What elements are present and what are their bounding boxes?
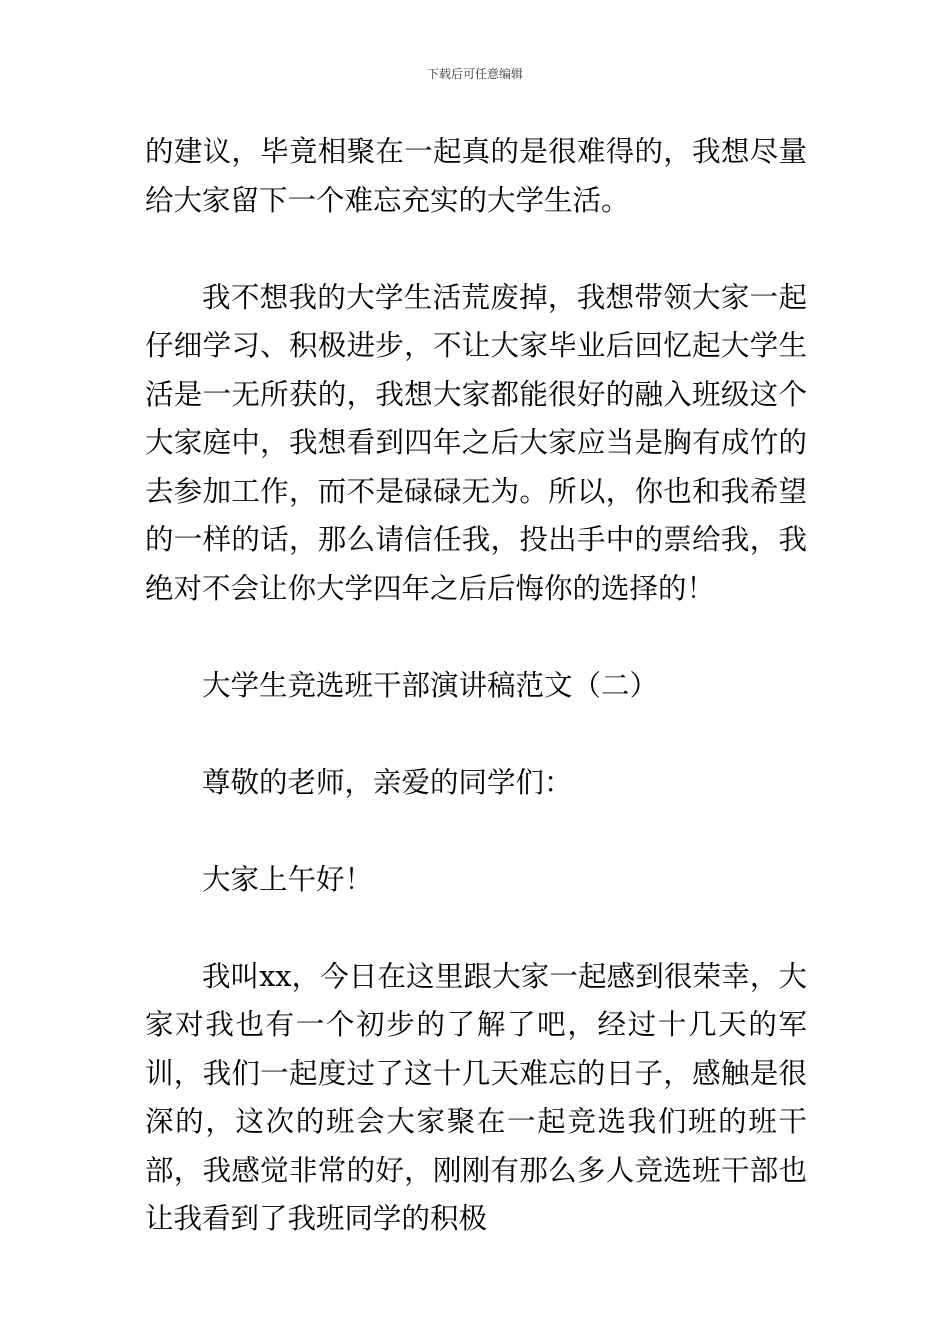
paragraph-spacer: [145, 613, 807, 662]
paragraph-continuation: 的建议，毕竟相聚在一起真的是很难得的，我想尽量给大家留下一个难忘充实的大学生活。: [145, 135, 807, 217]
document-body: [145, 128, 807, 1244]
paragraph-introduction: 我叫xx，今日在这里跟大家一起感到很荣幸，大家对我也有一个初步的了解了吧，经过十几天的军训，我们一起度过了这十几天难忘的日子，感触是很深的，这次的班会大家聚在一起竞选我们班的班干部，我感觉非常的好，刚刚有那么多人竞选班干部也让我看到了我班同学的积极: [145, 959, 807, 1235]
greeting: 大家上午好！: [202, 862, 374, 896]
paragraph-spacer: [145, 710, 807, 759]
paragraph-closing-appeal: 我不想我的大学生活荒废掉，我想带领大家一起仔细学习、积极进步，不让大家毕业后回忆起大学生活是一无所获的，我想大家都能很好的融入班级这个大家庭中，我想看到四年之后大家应当是胸有成竹的去参加工作，而不是碌碌无为。所以，你也和我希望的一样的话，那么请信任我，投出手中的票给我，我绝对不会让你大学四年之后后悔你的选择的！: [145, 280, 807, 605]
page-header-note: 下载后可任意编辑: [426, 67, 523, 81]
section-title: 大学生竞选班干部演讲稿范文（二）: [202, 668, 659, 702]
paragraph-spacer: [145, 807, 807, 856]
paragraph-spacer: [145, 904, 807, 953]
salutation: 尊敬的老师，亲爱的同学们：: [202, 765, 573, 799]
paragraph-spacer: [145, 225, 807, 274]
